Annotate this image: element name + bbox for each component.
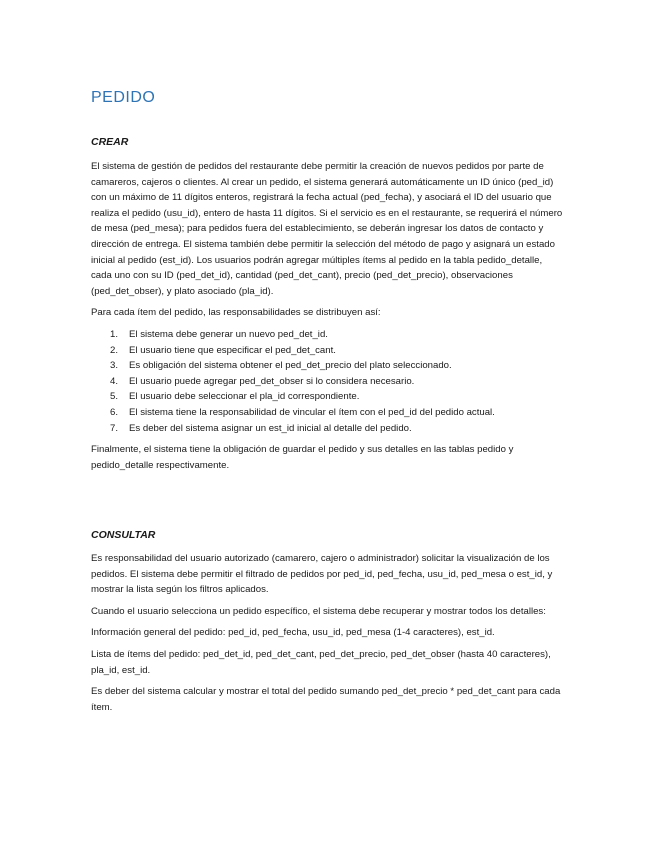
section-title-crear: CREAR — [91, 136, 129, 148]
responsibilities-list — [91, 327, 565, 436]
consultar-paragraph-1: Es responsabilidad del usuario autorizado (camarero, cajero o administrador) solicitar la visualización de los pedidos. El sistema debe permitir el filtrado de pedidos por ped_id, ped_fecha, usu_id, ped_mesa o est_id, y mostrar la lista según los filtros aplicados. — [91, 553, 553, 596]
crear-body — [91, 159, 565, 473]
consultar-paragraph-3: Información general del pedido: ped_id, ped_fecha, usu_id, ped_mesa (1-4 caracteres), est_id. — [91, 627, 495, 639]
consultar-paragraph-5: Es deber del sistema calcular y mostrar el total del pedido sumando ped_det_precio * ped_det_cant para cada ítem. — [91, 686, 561, 713]
crear-paragraph-3: Finalmente, el sistema tiene la obligación de guardar el pedido y sus detalles en las tablas pedido y pedido_detalle respectivamente. — [91, 444, 514, 471]
list-item: 7. Es deber del sistema asignar un est_id inicial al detalle del pedido. — [110, 422, 412, 434]
page-title: PEDIDO — [91, 89, 156, 106]
list-item: 6. El sistema tiene la responsabilidad de vincular el ítem con el ped_id del pedido actual. — [110, 406, 495, 418]
list-item: 3. Es obligación del sistema obtener el ped_det_precio del plato seleccionado. — [110, 360, 452, 372]
crear-paragraph-2: Para cada ítem del pedido, las responsabilidades se distribuyen así: — [91, 307, 381, 319]
crear-section — [91, 136, 565, 148]
consultar-body — [91, 551, 565, 715]
crear-paragraph-1: El sistema de gestión de pedidos del restaurante debe permitir la creación de nuevos pedidos por parte de camareros, cajeros o clientes. Al crear un pedido, el sistema generará automáticamente un ID único (ped_id) con un máximo de 11 dígitos enteros, registrará la fecha actual (ped_fecha), y asociará el ID del usuario que realiza el pedido (usu_id), entero de hasta 11 dígitos. Si el servicio es en el restaurante, se requerirá el número de mesa (ped_mesa); para pedidos fuera del establecimiento, se deberán ingresar los datos de contacto y dirección de entrega. El sistema también debe permitir la selección del método de pago y asignará un estado inicial al pedido (est_id). Los usuarios podrán agregar múltiples ítems al pedido en la tabla pedido_detalle, cada uno con su ID (ped_det_id), cantidad (ped_det_cant), precio (ped_det_precio), observaciones (ped_det_obser), y plato asociado (pla_id). — [91, 161, 563, 297]
consultar-paragraph-4: Lista de ítems del pedido: ped_det_id, ped_det_cant, ped_det_precio, ped_det_obser (hasta 40 caracteres), pla_id, est_id. — [91, 648, 551, 676]
list-item: 5. El usuario debe seleccionar el pla_id correspondiente. — [110, 391, 360, 403]
section-title-consultar: CONSULTAR — [91, 529, 156, 541]
list-item: 1. El sistema debe generar un nuevo ped_det_id. — [110, 328, 328, 340]
consultar-section — [91, 529, 565, 541]
list-item: 4. El usuario puede agregar ped_det_obser si lo considera necesario. — [110, 375, 415, 387]
consultar-paragraph-2: Cuando el usuario selecciona un pedido específico, el sistema debe recuperar y mostrar todos los detalles: — [91, 605, 546, 617]
list-item: 2. El usuario tiene que especificar el ped_det_cant. — [110, 344, 336, 356]
